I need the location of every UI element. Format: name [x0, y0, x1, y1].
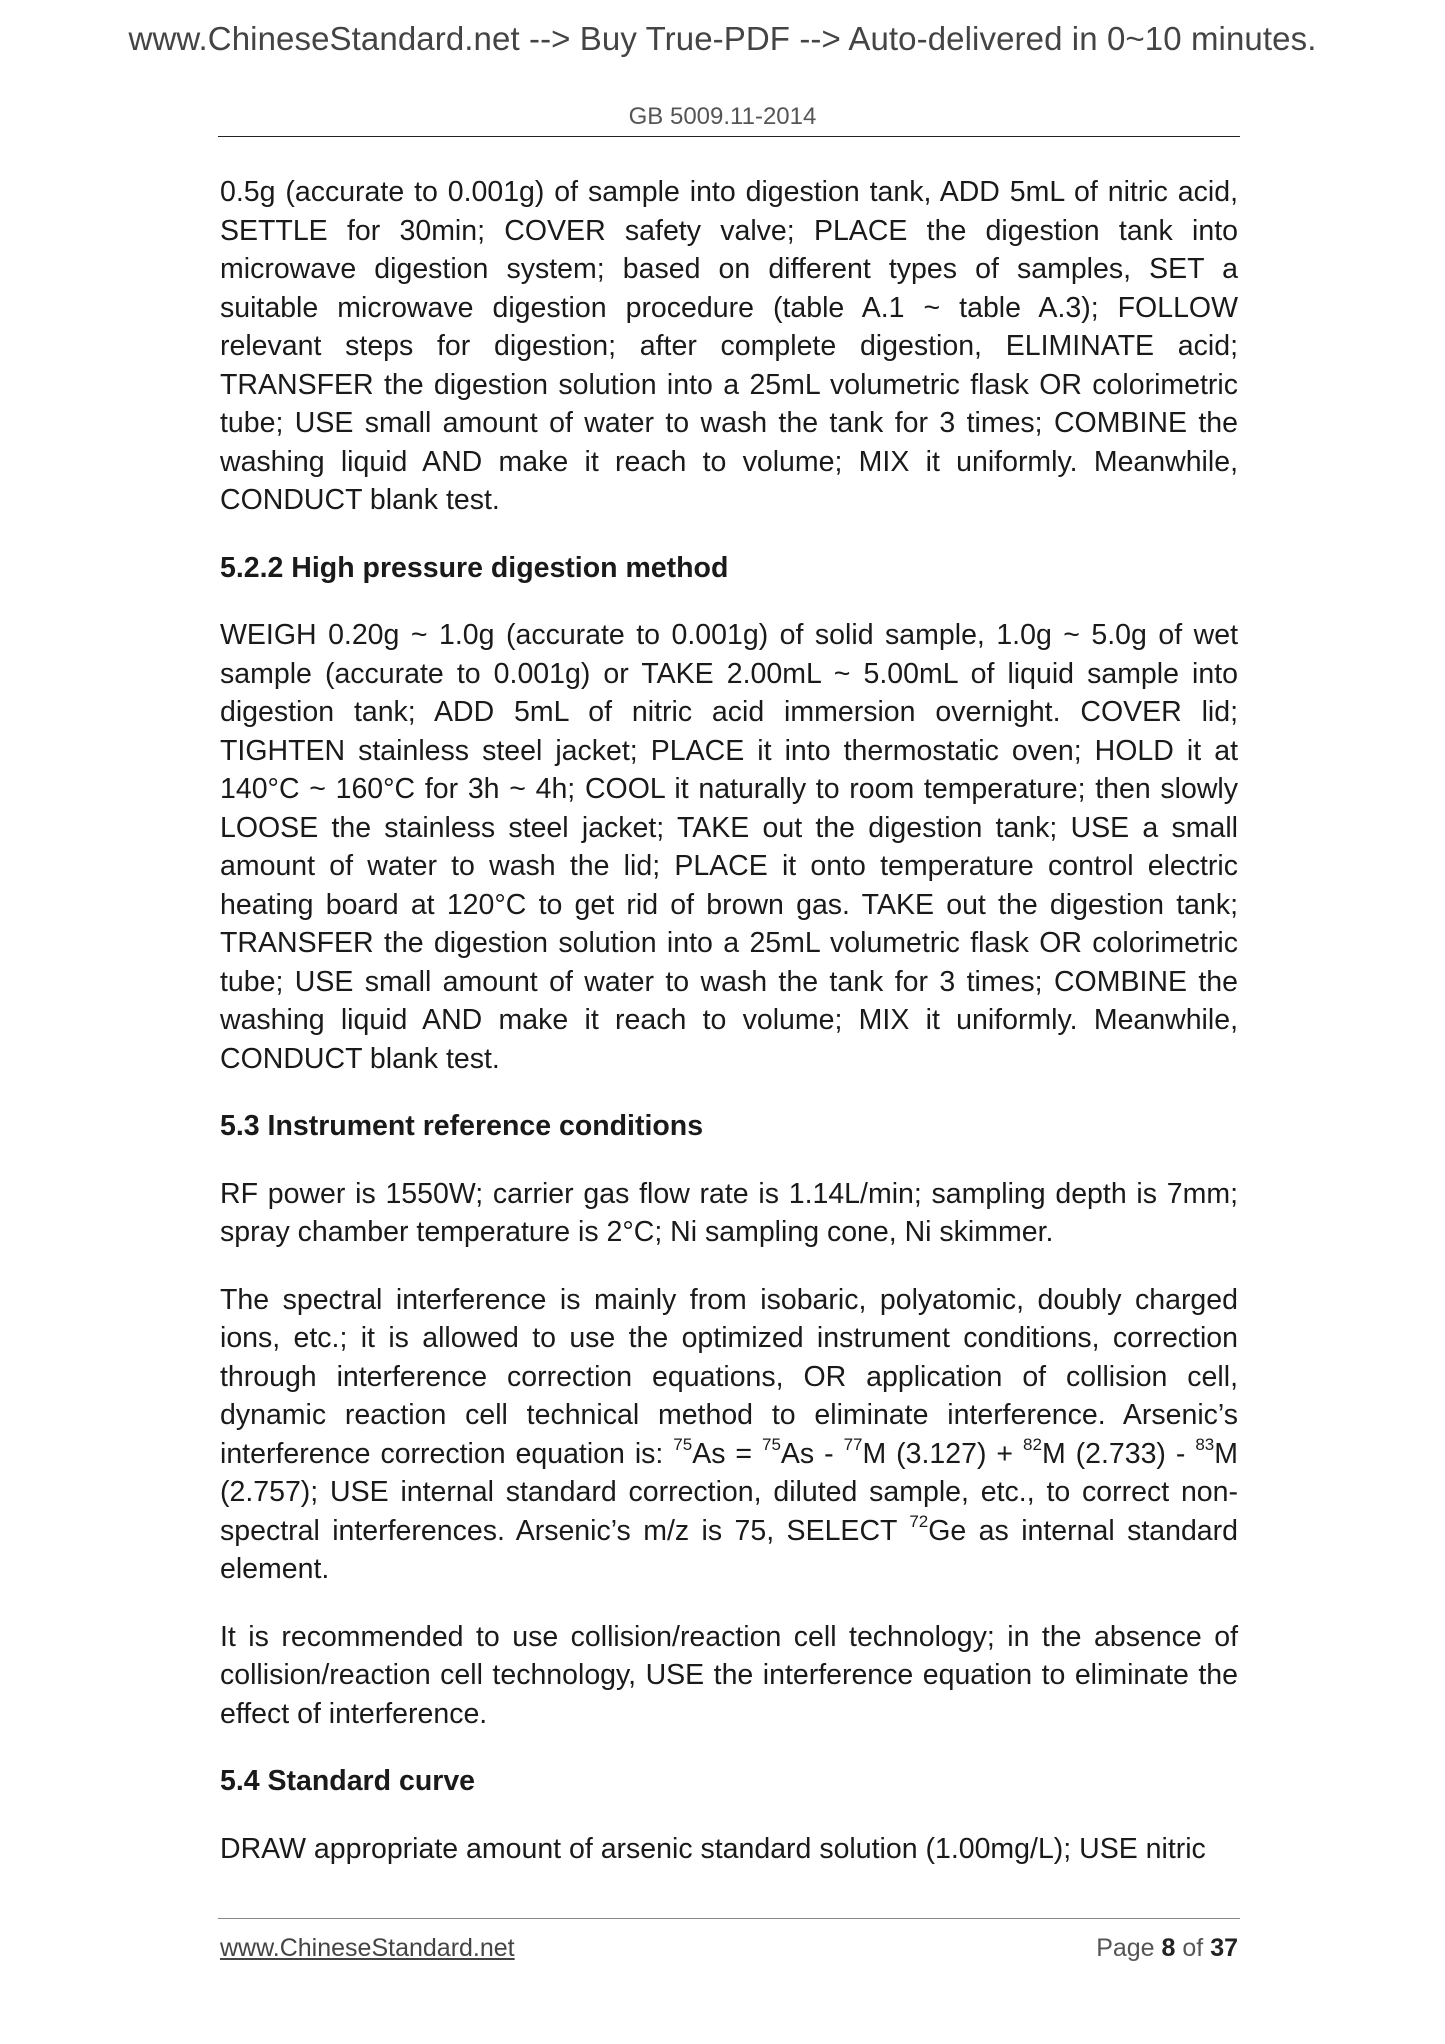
total-pages: 37	[1210, 1934, 1238, 1962]
heading-5-4: 5.4 Standard curve	[220, 1765, 476, 1797]
top-banner[interactable]: www.ChineseStandard.net --> Buy True-PDF --> Auto-delivered in 0~10 minutes.	[128, 20, 1317, 57]
paragraph-high-pressure-digestion: WEIGH 0.20g ~ 1.0g (accurate to 0.001g) of solid sample, 1.0g ~ 5.0g of wet sample (accurate to 0.001g) or TAKE 2.00mL ~ 5.00mL of liquid sample into digestion tank; ADD 5mL of nitric acid immersion overnight. COVER lid; TIGHTEN stainless steel jacket; PLACE it into thermostatic oven; HOLD it at 140°C ~ 160°C for 3h ~ 4h; COOL it naturally to room temperature; then slowly LOOSE the stainless steel jacket; TAKE out the digestion tank; USE a small amount of water to wash the lid; PLACE it onto temperature control electric heating board at 120°C to get rid of brown gas. TAKE out the digestion tank; TRANSFER the digestion solution into a 25mL volumetric flask OR colorimetric tube; USE small amount of water to wash the tank for 3 times; COMBINE the washing liquid AND make it reach to volume; MIX it uniformly. Meanwhile, CONDUCT blank test.	[220, 619, 1238, 1075]
page-content	[220, 173, 1238, 1897]
isotope-superscript: 75	[762, 1435, 781, 1454]
text-run: The spectral interference is mainly from isobaric, polyatomic, doubly charged ions, etc.; it is allowed to use the optimized instrument conditions, correction through interference correction equations, OR application of collision cell, dynamic reaction cell technical method to eliminate interference. Arsenic’s interference correction equation is:	[220, 1283, 1238, 1470]
paragraph-instrument-conditions: RF power is 1550W; carrier gas flow rate is 1.14L/min; sampling depth is 7mm; spray chamber temperature is 2°C; Ni sampling cone, Ni skimmer.	[220, 1177, 1238, 1248]
paragraph-standard-curve: DRAW appropriate amount of arsenic standard solution (1.00mg/L); USE nitric	[220, 1832, 1206, 1865]
isotope-superscript: 77	[843, 1435, 863, 1454]
page-prefix: Page	[1096, 1934, 1162, 1962]
text-run: M (2.757); USE internal standard correction, diluted sample, etc., to correct non-spectral interferences. Arsenic’s m/z is 75, SELECT	[220, 1437, 1238, 1547]
isotope-superscript: 75	[673, 1435, 693, 1454]
footer-rule	[218, 1918, 1240, 1919]
text-run: As =	[692, 1437, 762, 1470]
isotope-superscript: 82	[1023, 1435, 1042, 1454]
document-code: GB 5009.11-2014	[628, 103, 817, 130]
isotope-superscript: 72	[909, 1512, 929, 1531]
text-run: Ge as internal standard element.	[220, 1514, 1238, 1585]
heading-5-3: 5.3 Instrument reference conditions	[220, 1110, 704, 1142]
text-run: As -	[780, 1437, 844, 1470]
text-run: M (2.733) -	[1041, 1437, 1196, 1470]
paragraph-spectral-interference	[220, 1281, 1238, 1589]
paragraph-collision-cell: It is recommended to use collision/reaction cell technology; in the absence of collision/reaction cell technology, USE the interference equation to eliminate the effect of interference.	[220, 1620, 1238, 1730]
heading-5-2-2: 5.2.2 High pressure digestion method	[220, 551, 729, 584]
text-run: M (3.127) +	[862, 1437, 1024, 1470]
page-of: of	[1175, 1934, 1211, 1962]
footer-website-link[interactable]: www.ChineseStandard.net	[220, 1934, 515, 1962]
paragraph-microwave-digestion: 0.5g (accurate to 0.001g) of sample into digestion tank, ADD 5mL of nitric acid, SETTLE for 30min; COVER safety valve; PLACE the digestion tank into microwave digestion system; based on different types of samples, SET a suitable microwave digestion procedure (table A.1 ~ table A.3); FOLLOW relevant steps for digestion; after complete digestion, ELIMINATE acid; TRANSFER the digestion solution into a 25mL volumetric flask OR colorimetric tube; USE small amount of water to wash the tank for 3 times; COMBINE the washing liquid AND make it reach to volume; MIX it uniformly. Meanwhile, CONDUCT blank test.	[220, 176, 1238, 516]
current-page: 8	[1161, 1934, 1176, 1962]
header-rule	[218, 136, 1240, 137]
page-number	[1096, 1934, 1238, 1963]
isotope-superscript: 83	[1195, 1435, 1215, 1454]
